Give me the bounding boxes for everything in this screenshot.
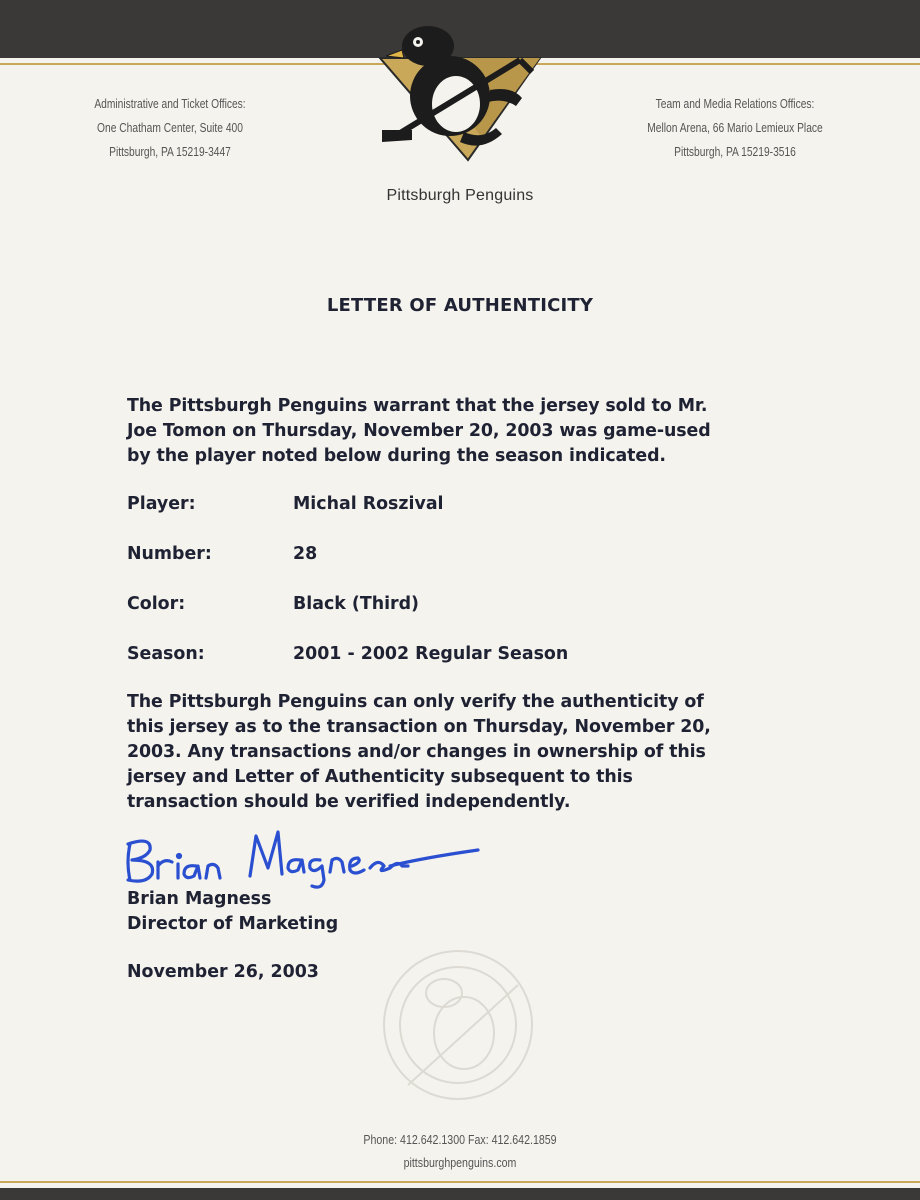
disclaimer-line: transaction should be verified independently. — [127, 792, 571, 812]
intro-paragraph — [127, 394, 807, 469]
right-office-line3: Pittsburgh, PA 15219-3516 — [674, 145, 796, 159]
organization-name: Pittsburgh Penguins — [386, 187, 534, 204]
disclaimer-paragraph — [127, 690, 807, 815]
field-label: Color: — [127, 594, 186, 614]
signature — [122, 822, 482, 892]
footer-website: pittsburghpenguins.com — [403, 1156, 517, 1170]
disclaimer-line: jersey and Letter of Authenticity subsequent to this — [127, 767, 633, 787]
field-value: Michal Roszival — [293, 494, 444, 514]
left-office-line2: One Chatham Center, Suite 400 — [97, 121, 243, 135]
footer-band — [0, 1188, 920, 1200]
left-office-line3: Pittsburgh, PA 15219-3447 — [109, 145, 231, 159]
registered-mark: ® — [476, 137, 484, 146]
disclaimer-line: this jersey as to the transaction on Thursday, November 20, — [127, 717, 711, 737]
disclaimer-line: 2003. Any transactions and/or changes in ownership of this — [127, 742, 706, 762]
field-label: Number: — [127, 544, 212, 564]
field-row-number — [127, 544, 727, 568]
letter-title: LETTER OF AUTHENTICITY — [326, 295, 594, 316]
right-office-line2: Mellon Arena, 66 Mario Lemieux Place — [647, 121, 823, 135]
intro-line: The Pittsburgh Penguins warrant that the jersey sold to Mr. — [127, 396, 708, 416]
field-value: Black (Third) — [293, 594, 420, 614]
field-label: Player: — [127, 494, 196, 514]
footer-gold-rule — [0, 1181, 920, 1183]
left-office-line1: Administrative and Ticket Offices: — [94, 97, 246, 111]
field-row-player — [127, 494, 727, 518]
right-office-line1: Team and Media Relations Offices: — [655, 97, 815, 111]
signer-name: Brian Magness — [127, 889, 272, 909]
field-row-color — [127, 594, 727, 618]
penguin-logo-icon — [372, 20, 548, 170]
letter-date: November 26, 2003 — [127, 962, 319, 982]
field-value: 28 — [293, 544, 318, 564]
disclaimer-line: The Pittsburgh Penguins can only verify the authenticity of — [127, 692, 704, 712]
footer-phone-fax: Phone: 412.642.1300 Fax: 412.642.1859 — [363, 1133, 557, 1147]
left-office-address — [59, 92, 280, 164]
signer-title: Director of Marketing — [127, 914, 339, 934]
field-value: 2001 - 2002 Regular Season — [293, 644, 569, 664]
intro-line: by the player noted below during the season indicated. — [127, 446, 666, 466]
field-label: Season: — [127, 644, 205, 664]
field-row-season — [127, 644, 727, 668]
right-office-address — [624, 92, 845, 164]
embossed-seal-icon — [378, 915, 538, 1135]
intro-line: Joe Tomon on Thursday, November 20, 2003 was game-used — [127, 421, 711, 441]
